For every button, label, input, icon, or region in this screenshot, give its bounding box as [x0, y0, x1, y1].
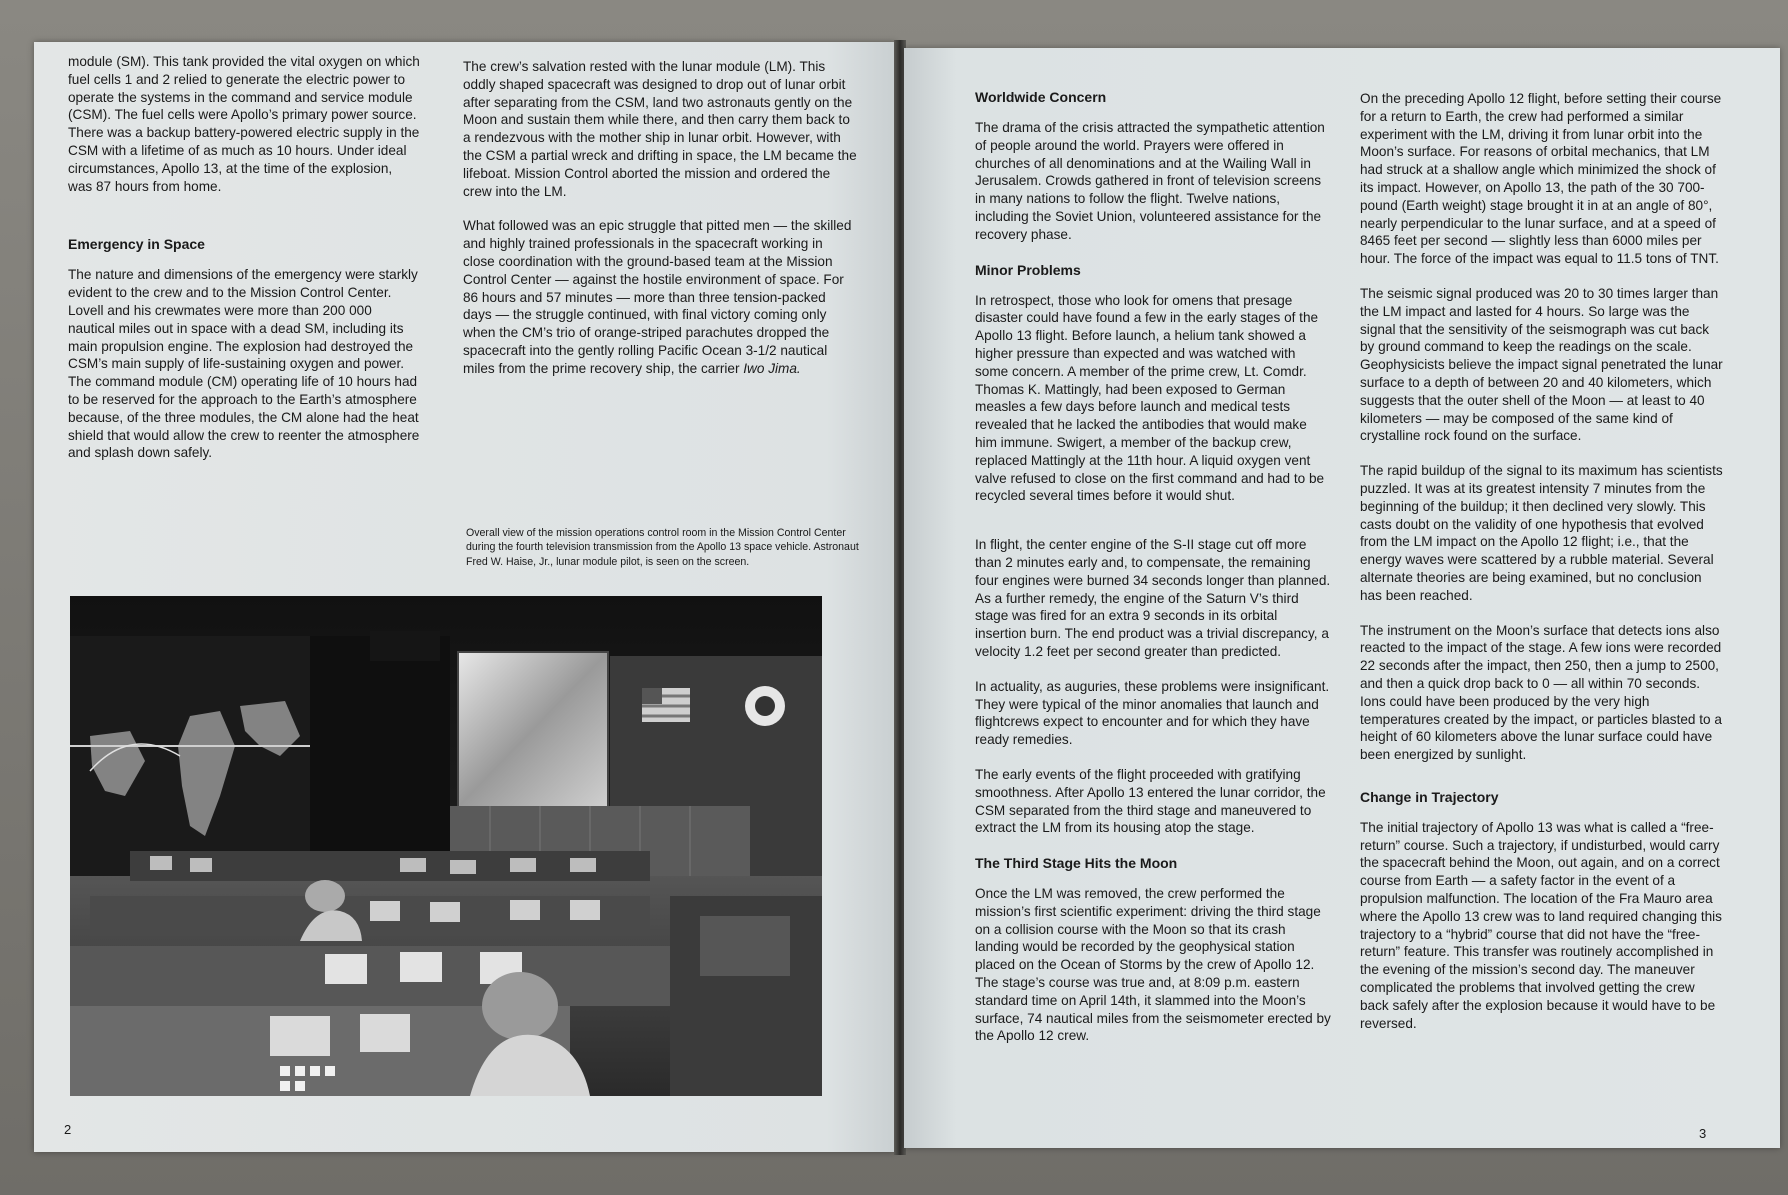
- seismic-paragraph: The seismic signal produced was 20 to 30 times larger than the LM impact and lasted for 4 hours. So large was the signal that the sensitivity of the seismograph was cut back by ground command to keep the readings on the scale. Geophysicists believe the impact signal penetrated the lunar surface to a depth of between 20 and 40 kilometers, which suggests that the outer shell of the Moon — at least to 40 kilometers — may be composed of the same kind of crystalline rock found on the surface.: [1360, 285, 1723, 444]
- mission-control-illustration: [70, 596, 822, 1096]
- mission-control-photo: [70, 596, 822, 1096]
- photo-caption: Overall view of the mission operations control room in the Mission Control Center during the fourth television transmission from the Apollo 13 space vehicle. Astronaut Fred W. Haise, Jr., lunar module pilot, is seen on the screen.: [466, 527, 859, 568]
- heading-minor-problems: Minor Problems: [975, 261, 1081, 278]
- left-intro-paragraph: module (SM). This tank provided the vital oxygen on which fuel cells 1 and 2 relied to generate the electric power to operate the systems in the command and service module (CSM). The fuel cells were Apollo’s primary power source. There was a backup battery-powered electric supply in the CSM with a lifetime of as much as 10 hours. Under ideal circumstances, Apollo 13, at the time of the explosion, was 87 hours from home.: [68, 54, 420, 194]
- page-number-right: 3: [1699, 1126, 1707, 1141]
- third-stage-paragraph: Once the LM was removed, the crew performed the mission’s first scientific experiment: driving the third stage on a collision course with the Moon so that its crash landing would be recorded by the geophysical station placed on the Ocean of Storms by the crew of Apollo 12. The stage’s course was true and, at 8:09 p.m. eastern standard time on April 14th, it slammed into the Moon’s surface, 74 nautical miles from the seismometer erected by the Apollo 12 crew.: [975, 886, 1331, 1044]
- ions-paragraph: The instrument on the Moon’s surface that detects ions also reacted to the impact of the stage. A few ions were recorded 22 seconds after the impact, then 250, then a jump to 2500, and then a quick drop back to 0 — all within 70 seconds. Ions could have been produced by the very high temperatures created by the impact, or particles blasted to a height of 60 kilometers above the lunar surface could have been energized by sunlight.: [1360, 622, 1722, 763]
- heading-third-stage: The Third Stage Hits the Moon: [975, 855, 1178, 872]
- struggle-text: What followed was an epic struggle that pitted men — the skilled and highly trained professionals in the spacecraft working in close coordination with the ground-based team at the Mission Control Center — against the hostile environment of space. For 86 hours and 57 minutes — more than three tension-packed days — the struggle continued, with final victory coming only when the CM’s trio of orange-striped parachutes dropped the spacecraft into the gently rolling Pacific Ocean 3-1/2 nautical miles from the prime recovery ship, the carrier: [463, 218, 852, 376]
- right-page: [904, 48, 1780, 1148]
- right-column-2: [1360, 90, 1726, 1049]
- lm-paragraph: The crew’s salvation rested with the lunar module (LM). This oddly shaped spacecraft was designed to drop out of lunar orbit after separating from the CSM, land two astronauts gently on the Moon and sustain them while there, and then carry them back to a rendezvous with the mother ship in lunar orbit. However, with the CSM a partial wreck and drifting in space, the LM became the lifeboat. Mission Control aborted the mission and ordered the crew into the LM.: [463, 59, 857, 199]
- left-column-1: [68, 53, 420, 479]
- right-column-1: [975, 88, 1331, 1062]
- early-events-paragraph: The early events of the flight proceeded with gratifying smoothness. After Apollo 13 entered the lunar corridor, the CSM separated from the third stage and maneuvered to extract the LM from its housing atop the stage.: [975, 766, 1326, 836]
- left-page: [34, 42, 896, 1152]
- worldwide-paragraph: The drama of the crisis attracted the sympathetic attention of people around the world. Prayers were offered in churches of all denominations and at the Wailing Wall in Jerusalem. Crowds gathered in front of television screens in many nations to follow the flight. Twelve nations, including the Soviet Union, volunteered assistance for the recovery phase.: [975, 120, 1325, 242]
- ship-name: Iwo Jima.: [743, 360, 801, 376]
- trajectory-paragraph: The initial trajectory of Apollo 13 was what is called a “free-return” course. Such a trajectory, if undisturbed, would carry the spacecraft behind the Moon, out again, and on a correct course from Earth — a safety factor in the event of a propulsion malfunction. The location of the Fra Mauro area where the Apollo 13 crew was to land required changing this trajectory to a “hybrid” course that did not have the “free-return” feature. This transfer was routinely accomplished in the evening of the mission’s second day. The maneuver complicated the problems that involved getting the crew back safely after the explosion because it would have to be reversed.: [1360, 819, 1722, 1031]
- emergency-paragraph: The nature and dimensions of the emergency were starkly evident to the crew and to the Mission Control Center. Lovell and his crewmates were more than 200 000 nautical miles out in space with a dead SM, including its main propulsion engine. The explosion had destroyed the CSM’s main supply of life-sustaining oxygen and power. The command module (CM) operating life of 10 hours had to be reserved for the approach to the Earth’s atmosphere because, of the three modules, the CM alone had the heat shield that would allow the crew to reenter the atmosphere and splash down safely.: [68, 267, 420, 461]
- minor-problems-paragraph: In retrospect, those who look for omens that presage disaster could have found a few in the early stages of the Apollo 13 flight. Before launch, a helium tank showed a higher pressure than expected and was watched with some concern. A member of the prime crew, Lt. Comdr. Thomas K. Mattingly, had been exposed to German measles a few days before launch and medical tests revealed that he lacked the antibodies that would make him immune. Swigert, a member of the backup crew, replaced Mattingly at the 11th hour. A liquid oxygen vent valve refused to close on the first command and had to be recycled several times before it would shut.: [975, 292, 1325, 504]
- page-number-left: 2: [64, 1122, 72, 1137]
- auguries-paragraph: In actuality, as auguries, these problems were insignificant. They were typical of the minor anomalies that launch and flightcrews expect to encounter and for which they have ready remedies.: [975, 678, 1330, 748]
- in-flight-paragraph: In flight, the center engine of the S-II stage cut off more than 2 minutes early and, to compensate, the remaining four engines were burned 34 seconds longer than planned. As a further remedy, the engine of the Saturn V’s third stage was fired for an extra 9 seconds in its orbital insertion burn. The end product was a trivial discrepancy, a velocity 1.2 feet per second greater than predicted.: [975, 537, 1331, 659]
- buildup-paragraph: The rapid buildup of the signal to its maximum has scientists puzzled. It was at its greatest intensity 7 minutes from the beginning of the buildup; it then declined very slowly. This casts doubt on the validity of one hypothesis that evolved from the LM impact on the Apollo 12 flight; i.e., that the energy waves were scattered by a rubble material. Several alternate theories are being examined, but no conclusion has been reached.: [1360, 463, 1723, 603]
- struggle-paragraph: [463, 217, 858, 377]
- heading-emergency-in-space: Emergency in Space: [68, 236, 205, 253]
- heading-change-in-trajectory: Change in Trajectory: [1360, 788, 1499, 805]
- apollo12-paragraph: On the preceding Apollo 12 flight, before setting their course for a return to Earth, the crew had performed a similar experiment with the LM, driving it from lunar orbit into the Moon’s surface. For reasons of orbital mechanics, that LM had struck at a shallow angle which minimized the shock of its impact. However, on Apollo 13, the path of the 30 700-pound (Earth weight) stage brought it in at an angle of 80°, nearly perpendicular to the lunar surface, and at a speed of 8465 feet per second — slightly less than 6000 miles per hour. The force of the impact was equal to 11.5 tons of TNT.: [1360, 91, 1722, 267]
- left-column-2: [463, 58, 858, 395]
- heading-worldwide-concern: Worldwide Concern: [975, 89, 1107, 105]
